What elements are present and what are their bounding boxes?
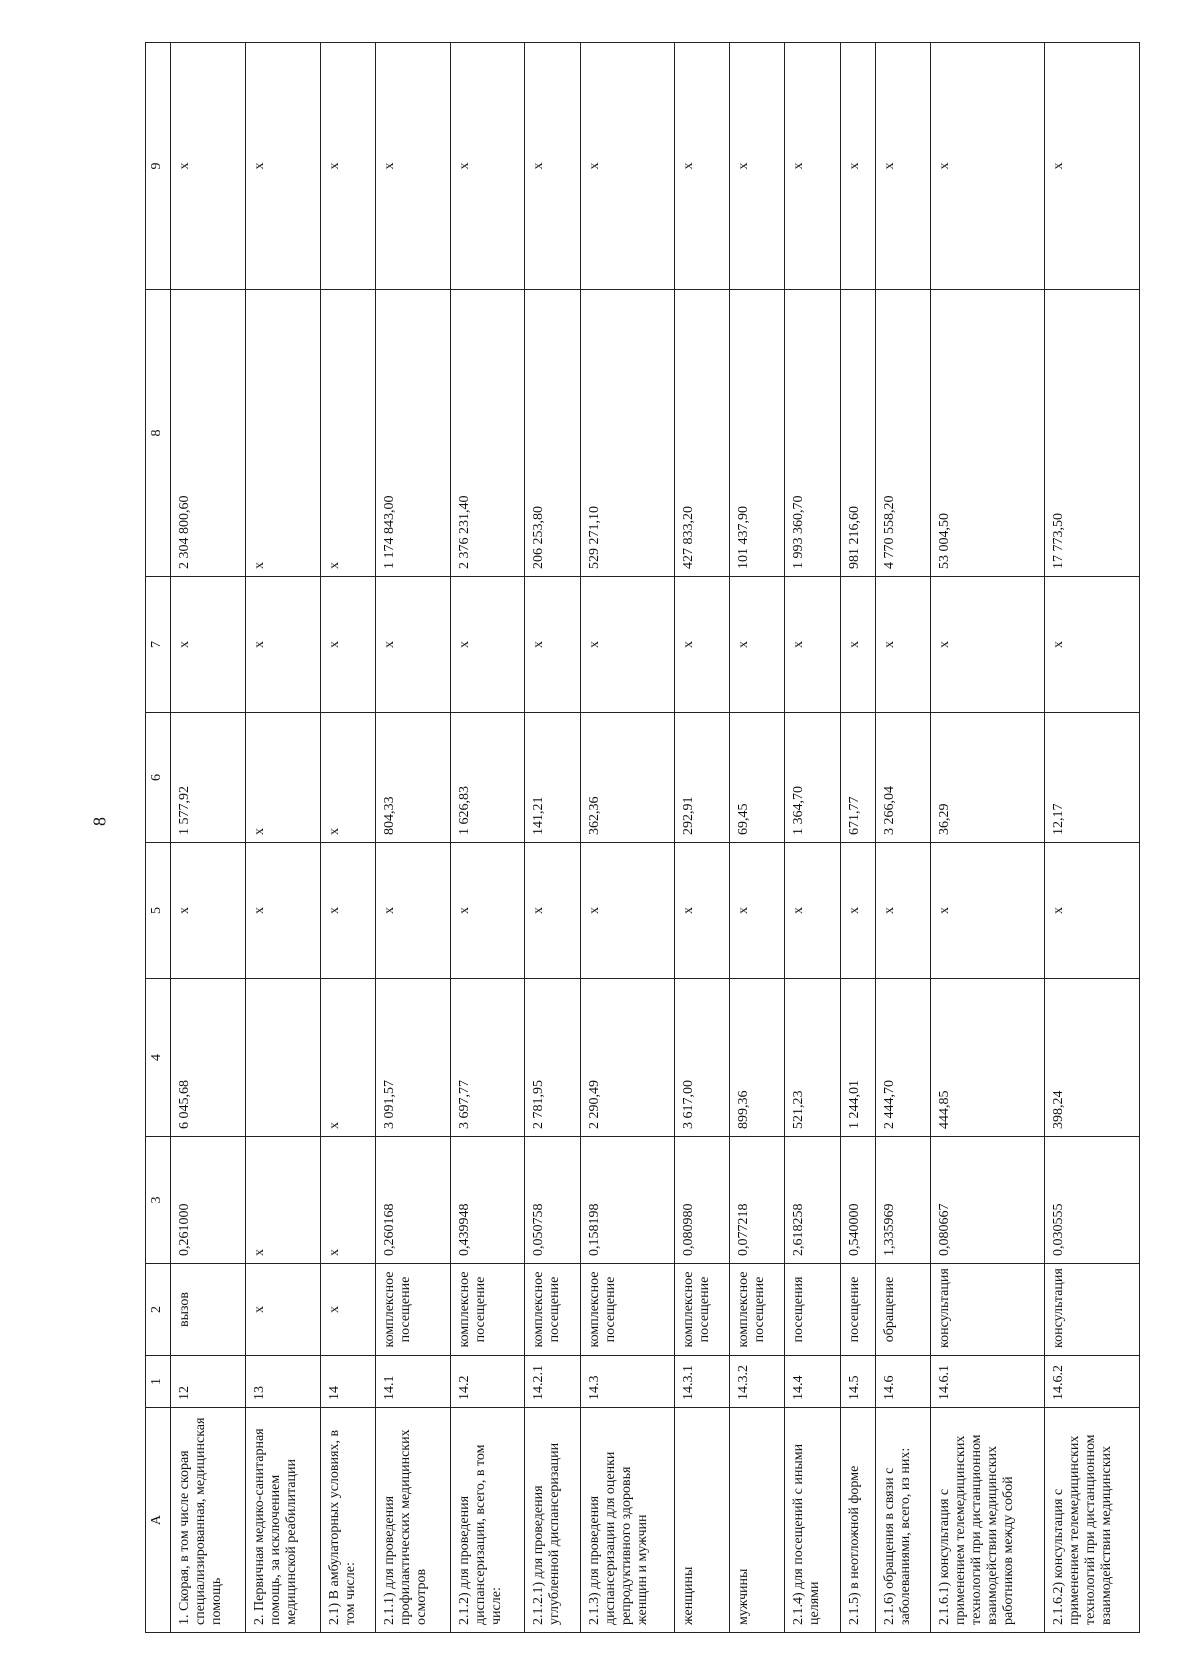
table-cell: х (840, 843, 876, 979)
row-label-cell: 2.1.3) для проведения диспансеризации для оценки репродуктивного здоровья женщин и мужчин (580, 1408, 674, 1633)
table-cell: вызов (171, 1264, 246, 1356)
table-cell: 1 577,92 (171, 713, 246, 843)
column-header: 7 (146, 577, 171, 713)
table-cell: комплексное посещение (525, 1264, 580, 1356)
table-cell: х (245, 1137, 320, 1264)
table-cell: 14.2 (450, 1356, 525, 1408)
table-cell: 17 773,50 (1045, 290, 1140, 577)
table-cell: 2 290,49 (580, 979, 674, 1137)
table-cell: 13 (245, 1356, 320, 1408)
table-cell: х (450, 43, 525, 290)
header-row (146, 43, 171, 1633)
table-row (840, 43, 876, 1633)
table-cell: х (580, 577, 674, 713)
row-label-cell: 2.1.2) для проведения диспансеризации, всего, в том числе: (450, 1408, 525, 1633)
table-row (931, 43, 1045, 1633)
table-cell: х (840, 577, 876, 713)
table-cell: 427 833,20 (675, 290, 730, 577)
table-cell: 0,261000 (171, 1137, 246, 1264)
table-cell: 14.6.2 (1045, 1356, 1140, 1408)
table-cell: х (525, 843, 580, 979)
row-label-cell: 2.1.6.2) консультация с применением телемедицинских технологий при дистанционном взаимодействии медицинских (1045, 1408, 1140, 1633)
table-cell: 292,91 (675, 713, 730, 843)
table-cell: консультация (931, 1264, 1045, 1356)
table-cell: х (245, 290, 320, 577)
column-header: А (146, 1408, 171, 1633)
row-label-cell: 2.1.2.1) для проведения углубленной диспансеризации (525, 1408, 580, 1633)
table-cell: 2 444,70 (876, 979, 931, 1137)
column-header: 6 (146, 713, 171, 843)
table-cell: 362,36 (580, 713, 674, 843)
table-cell: х (171, 43, 246, 290)
table-cell: 899,36 (730, 979, 785, 1137)
row-label-cell: 2. Первичная медико-санитарная помощь, за исключением медицинской реабилитации (245, 1408, 320, 1633)
column-header: 9 (146, 43, 171, 290)
table-row (876, 43, 931, 1633)
table-cell: х (675, 843, 730, 979)
table-cell: х (320, 1264, 375, 1356)
table-cell: 981 216,60 (840, 290, 876, 577)
table-cell: х (320, 577, 375, 713)
table-cell: 0,030555 (1045, 1137, 1140, 1264)
table-cell: х (785, 43, 840, 290)
table-cell: посещение (840, 1264, 876, 1356)
table-cell: 1 626,83 (450, 713, 525, 843)
table-row (525, 43, 580, 1633)
table-cell: х (931, 577, 1045, 713)
table-cell: х (876, 43, 931, 290)
table-cell: 2 304 800,60 (171, 290, 246, 577)
table-cell: х (876, 843, 931, 979)
table-cell: 3 266,04 (876, 713, 931, 843)
row-label-cell: 2.1.5) в неотложной форме (840, 1408, 876, 1633)
table-cell: 14.3.1 (675, 1356, 730, 1408)
table-cell: х (245, 577, 320, 713)
table-cell: х (245, 43, 320, 290)
rotated-table-sheet (145, 43, 1140, 1633)
row-label-cell: 1. Скорая, в том числе скорая специализированная, медицинская помощь (171, 1408, 246, 1633)
table-cell: х (450, 577, 525, 713)
table-cell: 14.3 (580, 1356, 674, 1408)
column-header: 4 (146, 979, 171, 1137)
table-cell: 3 091,57 (375, 979, 450, 1137)
table-row (675, 43, 730, 1633)
table-cell: 206 253,80 (525, 290, 580, 577)
column-header: 8 (146, 290, 171, 577)
row-label-cell: 2.1.6) обращения в связи с заболеваниями, всего, из них: (876, 1408, 931, 1633)
data-table (145, 42, 1140, 1633)
table-cell: комплексное посещение (675, 1264, 730, 1356)
table-row (730, 43, 785, 1633)
table-cell: 0,540000 (840, 1137, 876, 1264)
table-cell: х (320, 43, 375, 290)
table-cell: 0,080980 (675, 1137, 730, 1264)
row-label-cell: женщины (675, 1408, 730, 1633)
table-cell: х (320, 843, 375, 979)
table-cell: 69,45 (730, 713, 785, 843)
table-cell: 53 004,50 (931, 290, 1045, 577)
table-cell: х (375, 577, 450, 713)
table-cell: х (1045, 43, 1140, 290)
table-cell: х (320, 713, 375, 843)
table-cell: х (730, 577, 785, 713)
table-cell: х (525, 577, 580, 713)
table-row (171, 43, 246, 1633)
table-row (1045, 43, 1140, 1633)
table-cell: 101 437,90 (730, 290, 785, 577)
column-header: 1 (146, 1356, 171, 1408)
table-row (785, 43, 840, 1633)
table-cell: х (450, 843, 525, 979)
row-label-cell: 2.1.6.1) консультация с применением телемедицинских технологий при дистанционном взаимодействии медицинских работников между собой (931, 1408, 1045, 1633)
row-label-cell: 2.1.4) для посещений с иными целями (785, 1408, 840, 1633)
table-cell (245, 979, 320, 1137)
table-cell: х (245, 1264, 320, 1356)
table-cell: 12,17 (1045, 713, 1140, 843)
table-cell: 1 993 360,70 (785, 290, 840, 577)
table-cell: х (1045, 843, 1140, 979)
table-cell: 3 617,00 (675, 979, 730, 1137)
page-number: 8 (89, 817, 110, 826)
table-cell: 671,77 (840, 713, 876, 843)
table-cell: х (840, 43, 876, 290)
table-cell: комплексное посещение (730, 1264, 785, 1356)
column-header: 2 (146, 1264, 171, 1356)
table-cell: х (730, 843, 785, 979)
table-cell: 1 244,01 (840, 979, 876, 1137)
table-cell: 0,260168 (375, 1137, 450, 1264)
row-label-cell: 2.1) В амбулаторных условиях, в том числе: (320, 1408, 375, 1633)
table-cell: комплексное посещение (375, 1264, 450, 1356)
table-cell: 14.6 (876, 1356, 931, 1408)
table-cell: 2,618258 (785, 1137, 840, 1264)
table-cell: 14.5 (840, 1356, 876, 1408)
table-cell: 4 770 558,20 (876, 290, 931, 577)
table-cell: х (245, 713, 320, 843)
table-cell: х (785, 843, 840, 979)
column-header: 3 (146, 1137, 171, 1264)
table-cell: 0,077218 (730, 1137, 785, 1264)
table-cell: 0,050758 (525, 1137, 580, 1264)
table-cell: х (785, 577, 840, 713)
table-cell: 12 (171, 1356, 246, 1408)
table-cell: 14.1 (375, 1356, 450, 1408)
column-header: 5 (146, 843, 171, 979)
table-cell: 0,080667 (931, 1137, 1045, 1264)
table-cell: обращение (876, 1264, 931, 1356)
table-row (375, 43, 450, 1633)
table-cell: 141,21 (525, 713, 580, 843)
table-cell: х (375, 43, 450, 290)
table-cell: посещения (785, 1264, 840, 1356)
table-cell: 804,33 (375, 713, 450, 843)
row-label-cell: 2.1.1) для проведения профилактических медицинских осмотров (375, 1408, 450, 1633)
table-cell: 3 697,77 (450, 979, 525, 1137)
table-cell: х (171, 843, 246, 979)
table-cell: 0,158198 (580, 1137, 674, 1264)
row-label-cell: мужчины (730, 1408, 785, 1633)
table-cell: х (320, 1137, 375, 1264)
table-cell: 1 364,70 (785, 713, 840, 843)
table-row (320, 43, 375, 1633)
table-cell: х (375, 843, 450, 979)
table-cell: х (1045, 577, 1140, 713)
table-cell: х (580, 43, 674, 290)
table-cell: х (580, 843, 674, 979)
table-cell: 1 174 843,00 (375, 290, 450, 577)
table-cell: 521,23 (785, 979, 840, 1137)
table-cell: 14 (320, 1356, 375, 1408)
table-cell: 14.2.1 (525, 1356, 580, 1408)
table-row (450, 43, 525, 1633)
table-cell: 398,24 (1045, 979, 1140, 1137)
table-cell: 1,335969 (876, 1137, 931, 1264)
table-cell: х (675, 577, 730, 713)
table-cell: 0,439948 (450, 1137, 525, 1264)
table-cell: консультация (1045, 1264, 1140, 1356)
table-cell: х (931, 43, 1045, 290)
table-cell: х (876, 577, 931, 713)
table-cell: комплексное посещение (450, 1264, 525, 1356)
table-cell: х (320, 979, 375, 1137)
table-cell: 529 271,10 (580, 290, 674, 577)
table-cell: х (171, 577, 246, 713)
table-cell: х (931, 843, 1045, 979)
table-cell: х (730, 43, 785, 290)
table-row (245, 43, 320, 1633)
table-cell: 14.3.2 (730, 1356, 785, 1408)
table-cell: х (245, 843, 320, 979)
table-cell: 6 045,68 (171, 979, 246, 1137)
table-cell: х (525, 43, 580, 290)
table-cell: 14.4 (785, 1356, 840, 1408)
table-cell: комплексное посещение (580, 1264, 674, 1356)
table-cell: 36,29 (931, 713, 1045, 843)
table-row (580, 43, 674, 1633)
table-cell: 2 781,95 (525, 979, 580, 1137)
table-cell: 2 376 231,40 (450, 290, 525, 577)
table-cell: 14.6.1 (931, 1356, 1045, 1408)
table-cell: х (320, 290, 375, 577)
table-cell: 444,85 (931, 979, 1045, 1137)
table-cell: х (675, 43, 730, 290)
